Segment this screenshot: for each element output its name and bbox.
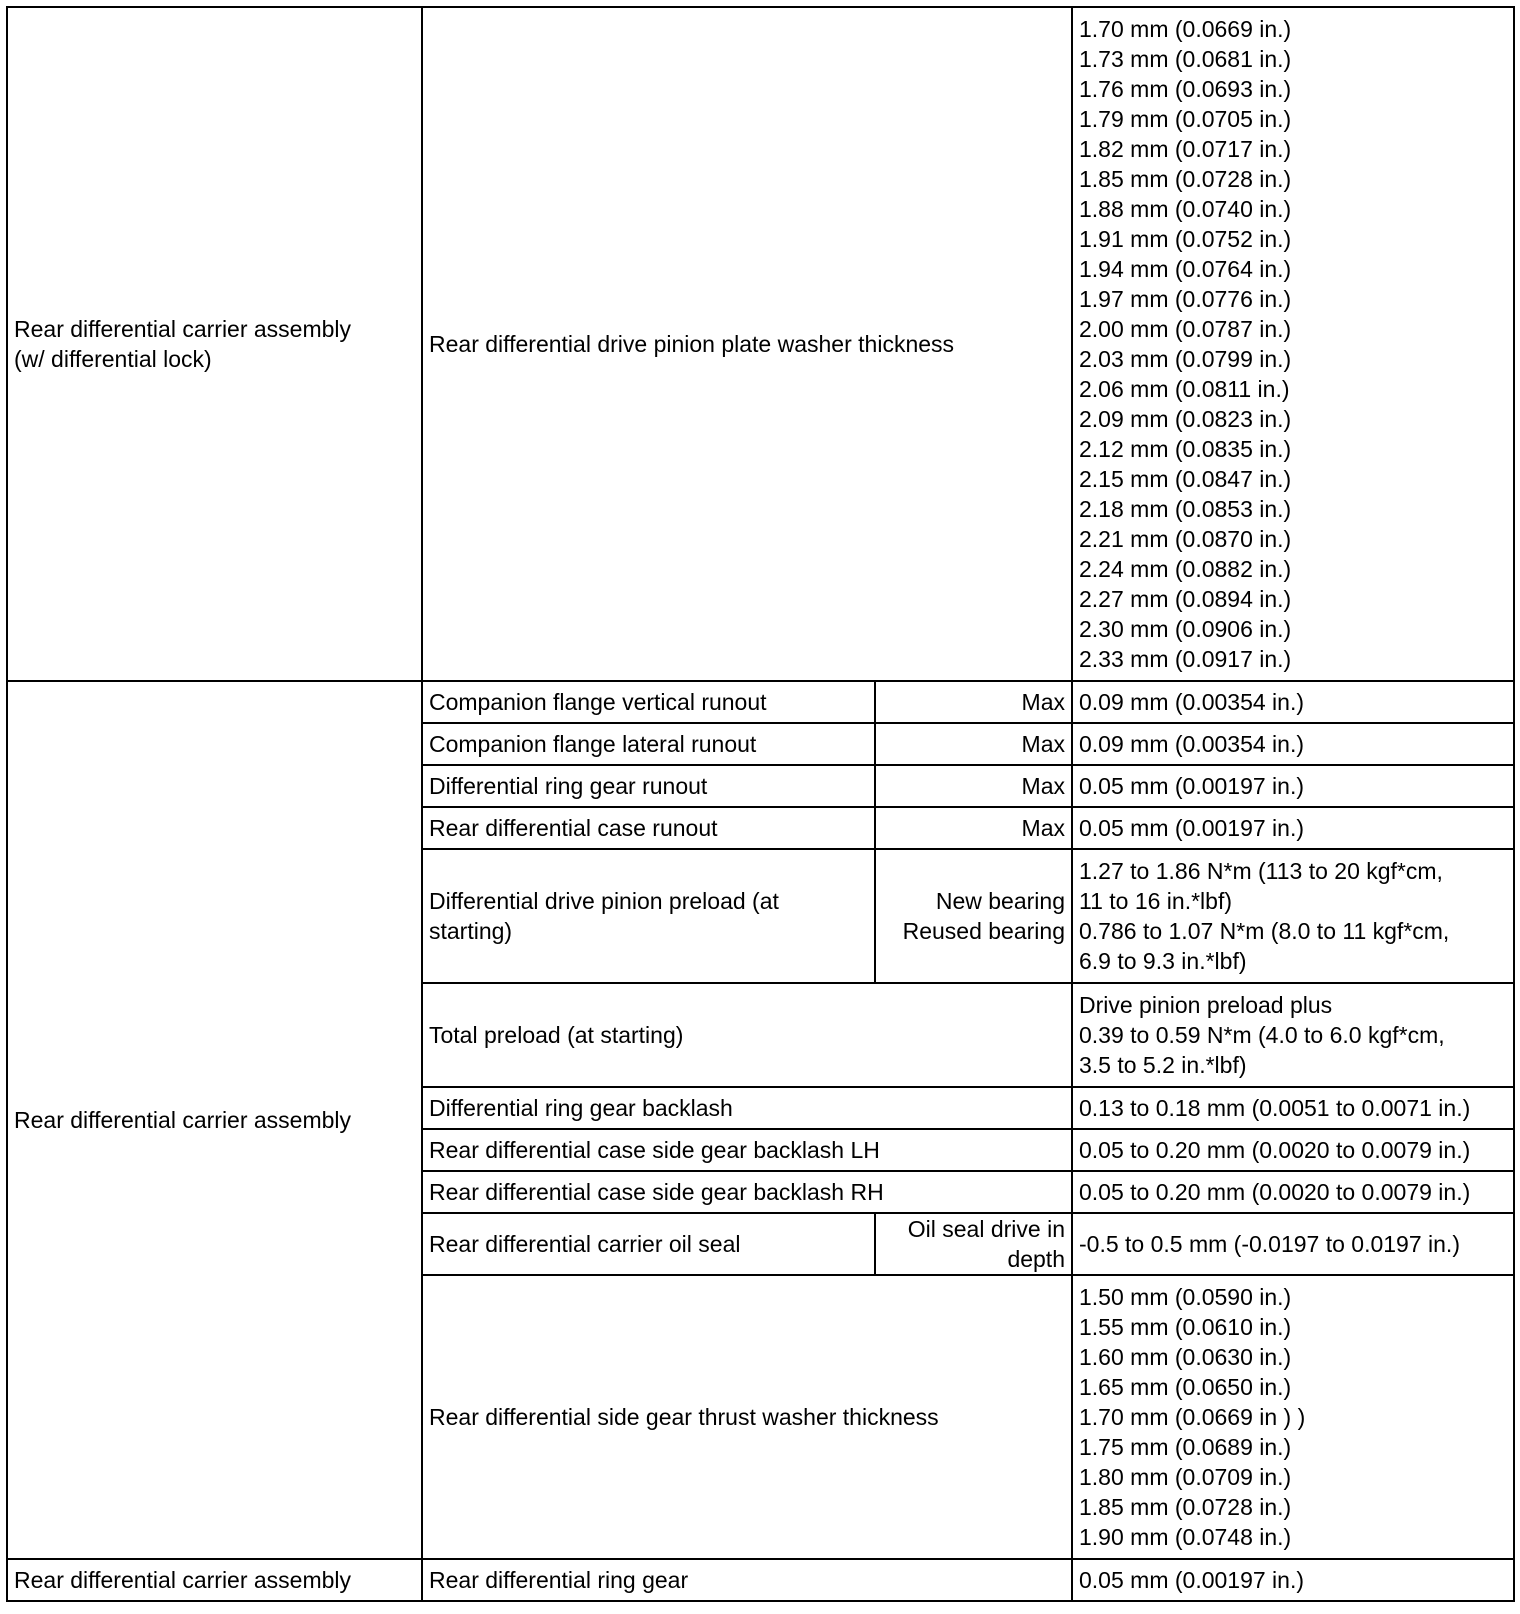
row-ring-gear xyxy=(7,1559,1514,1601)
cond-oil-seal xyxy=(875,1213,1072,1275)
value-item: 2.24 mm (0.0882 in.) xyxy=(1079,556,1292,582)
value-item: 1.88 mm (0.0740 in.) xyxy=(1079,196,1292,222)
cond-reused-bearing: Reused bearing xyxy=(902,918,1065,944)
value-ring-gear: 0.05 mm (0.00197 in.) xyxy=(1072,1559,1514,1601)
value-item: 1.80 mm (0.0709 in.) xyxy=(1079,1464,1292,1490)
value-item: 1.50 mm (0.0590 in.) xyxy=(1079,1284,1292,1310)
value-line: 11 to 16 in.*lbf) xyxy=(1079,888,1233,914)
value-item: 1.76 mm (0.0693 in.) xyxy=(1079,76,1292,102)
item-pinion-preload: Differential drive pinion preload (at starting) xyxy=(422,849,875,983)
value-item: 2.21 mm (0.0870 in.) xyxy=(1079,526,1292,552)
value-ring-gear-runout: 0.05 mm (0.00197 in.) xyxy=(1072,765,1514,807)
value-item: 1.85 mm (0.0728 in.) xyxy=(1079,1494,1292,1520)
item-vertical-runout: Companion flange vertical runout xyxy=(422,681,875,723)
value-line: 0.39 to 0.59 N*m (4.0 to 6.0 kgf*cm, xyxy=(1079,1022,1445,1048)
value-item: 1.65 mm (0.0650 in.) xyxy=(1079,1374,1292,1400)
cond-pinion-preload xyxy=(875,849,1072,983)
cond-case-runout: Max xyxy=(875,807,1072,849)
item-thrust-washer: Rear differential side gear thrust washer thickness xyxy=(422,1275,1072,1559)
row-plate-washer xyxy=(7,7,1514,681)
item-side-gear-backlash-rh: Rear differential case side gear backlash RH xyxy=(422,1171,1072,1213)
value-line: Drive pinion preload plus xyxy=(1079,992,1333,1018)
cond-lateral-runout: Max xyxy=(875,723,1072,765)
assembly-label: Rear differential carrier assembly xyxy=(14,316,352,342)
value-vertical-runout: 0.09 mm (0.00354 in.) xyxy=(1072,681,1514,723)
value-item: 1.55 mm (0.0610 in.) xyxy=(1079,1314,1292,1340)
value-case-runout: 0.05 mm (0.00197 in.) xyxy=(1072,807,1514,849)
item-ring-gear-runout: Differential ring gear runout xyxy=(422,765,875,807)
value-item: 2.09 mm (0.0823 in.) xyxy=(1079,406,1292,432)
value-oil-seal: -0.5 to 0.5 mm (-0.0197 to 0.0197 in.) xyxy=(1072,1213,1514,1275)
value-side-gear-backlash-lh: 0.05 to 0.20 mm (0.0020 to 0.0079 in.) xyxy=(1072,1129,1514,1171)
value-line: 6.9 to 9.3 in.*lbf) xyxy=(1079,948,1247,974)
value-item: 2.06 mm (0.0811 in.) xyxy=(1079,376,1290,402)
value-item: 1.97 mm (0.0776 in.) xyxy=(1079,286,1292,312)
assembly-cell-main: Rear differential carrier assembly xyxy=(7,681,422,1559)
value-item: 2.27 mm (0.0894 in.) xyxy=(1079,586,1292,612)
value-ring-gear-backlash: 0.13 to 0.18 mm (0.0051 to 0.0071 in.) xyxy=(1072,1087,1514,1129)
cond-oil-seal-text: Oil seal drive in depth xyxy=(907,1216,1065,1272)
item-plate-washer-thickness: Rear differential drive pinion plate washer thickness xyxy=(422,7,1072,681)
item-case-runout: Rear differential case runout xyxy=(422,807,875,849)
value-item: 1.82 mm (0.0717 in.) xyxy=(1079,136,1292,162)
value-item: 2.03 mm (0.0799 in.) xyxy=(1079,346,1292,372)
item-oil-seal: Rear differential carrier oil seal xyxy=(422,1213,875,1275)
cond-vertical-runout: Max xyxy=(875,681,1072,723)
value-item: 1.75 mm (0.0689 in.) xyxy=(1079,1434,1292,1460)
value-item: 1.79 mm (0.0705 in.) xyxy=(1079,106,1292,132)
item-ring-gear: Rear differential ring gear xyxy=(422,1559,1072,1601)
value-item: 2.33 mm (0.0917 in.) xyxy=(1079,646,1292,672)
row-vertical-runout xyxy=(7,681,1514,723)
value-lateral-runout: 0.09 mm (0.00354 in.) xyxy=(1072,723,1514,765)
value-side-gear-backlash-rh: 0.05 to 0.20 mm (0.0020 to 0.0079 in.) xyxy=(1072,1171,1514,1213)
value-line: 3.5 to 5.2 in.*lbf) xyxy=(1079,1052,1247,1078)
item-side-gear-backlash-lh: Rear differential case side gear backlash LH xyxy=(422,1129,1072,1171)
cond-ring-gear-runout: Max xyxy=(875,765,1072,807)
cond-new-bearing: New bearing xyxy=(935,888,1065,914)
value-item: 1.73 mm (0.0681 in.) xyxy=(1079,46,1292,72)
value-list-plate-washer xyxy=(1072,7,1514,681)
item-total-preload: Total preload (at starting) xyxy=(422,983,1072,1087)
value-item: 1.70 mm (0.0669 in.) xyxy=(1079,16,1292,42)
value-item: 2.30 mm (0.0906 in.) xyxy=(1079,616,1292,642)
value-item: 2.00 mm (0.0787 in.) xyxy=(1079,316,1292,342)
value-item: 1.94 mm (0.0764 in.) xyxy=(1079,256,1292,282)
value-item: 2.15 mm (0.0847 in.) xyxy=(1079,466,1292,492)
value-item: 1.70 mm (0.0669 in ) ) xyxy=(1079,1404,1306,1430)
assembly-cell-last: Rear differential carrier assembly xyxy=(7,1559,422,1601)
value-item: 2.12 mm (0.0835 in.) xyxy=(1079,436,1292,462)
value-total-preload xyxy=(1072,983,1514,1087)
assembly-sublabel: (w/ differential lock) xyxy=(14,346,212,372)
item-ring-gear-backlash: Differential ring gear backlash xyxy=(422,1087,1072,1129)
item-lateral-runout: Companion flange lateral runout xyxy=(422,723,875,765)
value-item: 1.85 mm (0.0728 in.) xyxy=(1079,166,1292,192)
value-line: 1.27 to 1.86 N*m (113 to 20 kgf*cm, xyxy=(1079,858,1443,884)
assembly-cell-diff-lock xyxy=(7,7,422,681)
value-pinion-preload xyxy=(1072,849,1514,983)
value-line: 0.786 to 1.07 N*m (8.0 to 11 kgf*cm, xyxy=(1079,918,1450,944)
value-item: 1.90 mm (0.0748 in.) xyxy=(1079,1524,1292,1550)
value-item: 2.18 mm (0.0853 in.) xyxy=(1079,496,1292,522)
value-item: 1.60 mm (0.0630 in.) xyxy=(1079,1344,1292,1370)
spec-table xyxy=(6,6,1515,1602)
value-item: 1.91 mm (0.0752 in.) xyxy=(1079,226,1292,252)
value-list-thrust-washer xyxy=(1072,1275,1514,1559)
